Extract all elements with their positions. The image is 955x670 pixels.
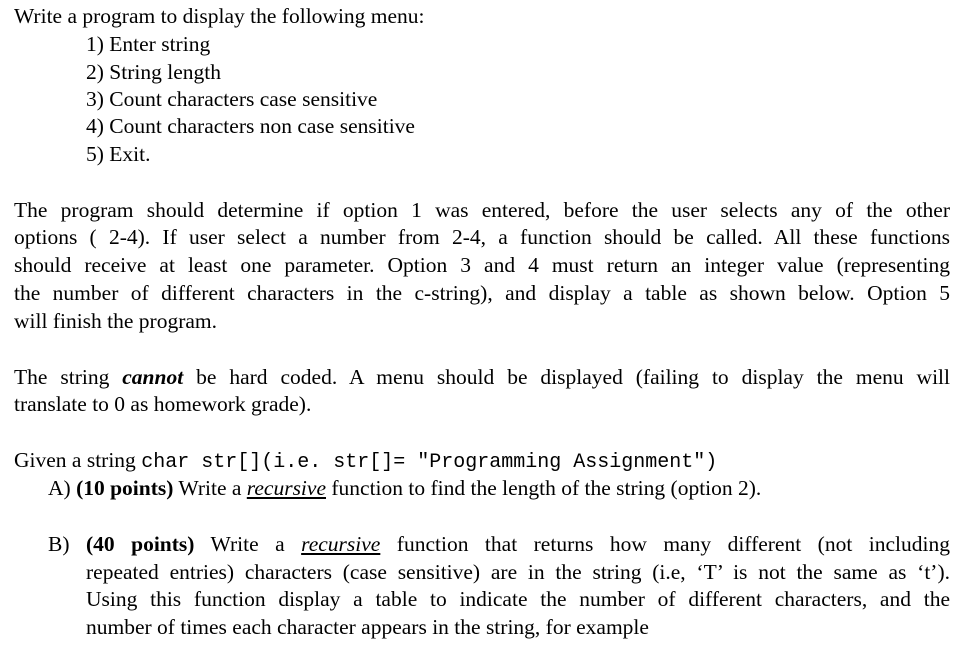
intro-line: Write a program to display the following menu:: [14, 4, 425, 28]
para2-text-a: The string: [14, 365, 123, 389]
part-b-label: B): [48, 532, 86, 556]
part-a-line: [48, 474, 761, 502]
part-a-text-a: Write a: [173, 476, 247, 500]
part-b-points: (40 points): [85, 532, 195, 556]
para1-line-2: options ( 2-4). If user select a number from 2-4, a function should be called. All these functions: [14, 225, 950, 249]
part-b-line-3: Using this function display a table to indicate the number of different characters, and the: [86, 587, 950, 611]
menu-item-4: 4) Count characters non case sensitive: [86, 114, 415, 138]
para1-line-1: The program should determine if option 1 was entered, before the user selects any of the other: [14, 198, 950, 222]
part-b-line-1: [48, 530, 950, 558]
menu-item-1: 1) Enter string: [86, 32, 211, 56]
part-a-points: (10 points): [76, 476, 174, 500]
given-code-example: (i.e. str[]= "Programming Assignment"): [261, 451, 718, 474]
para2-line-2: translate to 0 as homework grade).: [14, 392, 312, 416]
part-a-recursive: recursive: [246, 476, 326, 500]
para1-line-5: will finish the program.: [14, 309, 218, 333]
given-code-declaration: char str[]: [141, 451, 262, 474]
para1-line-4: the number of different characters in the c-string), and display a table as shown below. Option 5: [14, 281, 950, 305]
menu-item-5: 5) Exit.: [86, 142, 151, 166]
para2-emphasis: cannot: [122, 365, 184, 389]
menu-item-3: 3) Count characters case sensitive: [86, 87, 378, 111]
part-b-text-a: Write a: [194, 532, 302, 556]
para1-line-3: should receive at least one parameter. Option 3 and 4 must return an integer value (representing: [14, 253, 950, 277]
part-b-line-2: repeated entries) characters (case sensitive) are in the string (i.e, ‘T’ is not the same as ‘t’).: [86, 560, 950, 584]
part-b-recursive: recursive: [301, 532, 381, 556]
menu-item-2: 2) String length: [86, 60, 221, 84]
part-a-text-b: function to find the length of the string (option 2).: [326, 476, 762, 500]
part-b-text-b: function that returns how many different (not including: [380, 532, 950, 556]
para2-line-1: [14, 363, 950, 391]
part-a-label: A): [48, 476, 77, 500]
para2-text-b: be hard coded. A menu should be displayed (failing to display the menu will: [183, 365, 950, 389]
given-text: Given a string: [14, 448, 142, 472]
given-line: [14, 446, 717, 477]
part-b-line-4: number of times each character appears in the string, for example: [86, 615, 649, 639]
